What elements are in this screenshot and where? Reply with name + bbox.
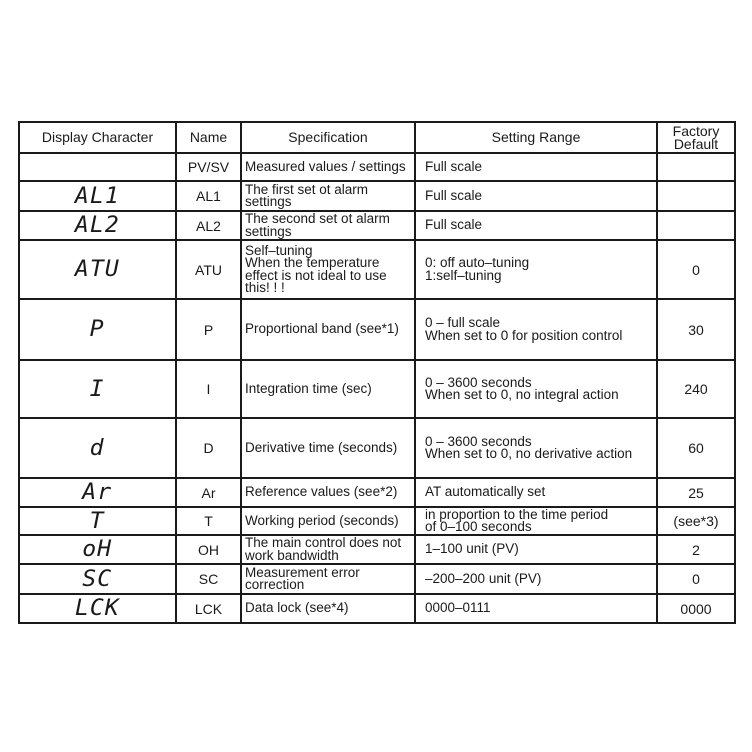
name-cell: Ar <box>176 478 241 507</box>
specification-line: Derivative time (seconds) <box>245 439 398 455</box>
factory-default-cell: 60 <box>657 418 735 478</box>
display-character-cell <box>19 564 176 594</box>
setting-range-cell <box>415 478 657 507</box>
display-character-cell <box>19 535 176 564</box>
display-character-cell <box>19 360 176 418</box>
specification-cell <box>241 564 415 594</box>
header-factory-default-line: Factory <box>672 122 720 139</box>
setting-range-line: of 0–100 seconds <box>425 519 532 534</box>
display-character-cell <box>19 594 176 623</box>
specification-cell <box>241 360 415 418</box>
name-cell: AL1 <box>176 181 241 211</box>
factory-default-cell: 2 <box>657 535 735 564</box>
segment-display-glyph: T <box>90 508 105 534</box>
specification-cell <box>241 181 415 211</box>
specification-line: work bandwidth <box>245 547 339 563</box>
setting-range-cell <box>415 153 657 181</box>
name-cell: OH <box>176 535 241 564</box>
setting-range-line: Full scale <box>425 158 483 174</box>
display-character-cell <box>19 240 176 299</box>
specification-cell <box>241 211 415 240</box>
segment-display-glyph: AL2 <box>75 213 120 238</box>
setting-range-line: 0 – full scale <box>425 315 501 330</box>
setting-range-line: When set to 0 for position control <box>425 327 623 343</box>
factory-default-cell: 25 <box>657 478 735 507</box>
name-cell: P <box>176 299 241 360</box>
header-row <box>19 122 735 153</box>
table-row <box>19 535 735 564</box>
display-character-cell <box>19 507 176 535</box>
header-factory-default <box>657 122 735 153</box>
factory-default-cell <box>657 153 735 181</box>
setting-range-line: Full scale <box>425 187 483 203</box>
specification-line: The second set ot alarm <box>245 211 390 226</box>
display-character-cell <box>19 418 176 478</box>
display-character-cell <box>19 153 176 181</box>
segment-display-glyph: I <box>90 376 105 402</box>
specification-line: settings <box>245 194 292 209</box>
segment-display-glyph: Ar <box>82 480 113 505</box>
specification-line: Measurement error <box>245 564 360 580</box>
factory-default-cell <box>657 181 735 211</box>
specification-line: Proportional band (see*1) <box>245 321 399 337</box>
name-cell: D <box>176 418 241 478</box>
table-row <box>19 564 735 594</box>
specification-cell <box>241 594 415 623</box>
name-cell: I <box>176 360 241 418</box>
factory-default-cell: 0 <box>657 240 735 299</box>
name-cell: PV/SV <box>176 153 241 181</box>
table-row <box>19 594 735 623</box>
setting-range-line: 0000–0111 <box>425 600 491 616</box>
setting-range-cell <box>415 211 657 240</box>
setting-range-line: When set to 0, no integral action <box>425 387 619 402</box>
segment-display-glyph: ATU <box>75 257 120 282</box>
name-cell: T <box>176 507 241 535</box>
table-row <box>19 181 735 211</box>
factory-default-cell: 30 <box>657 299 735 360</box>
setting-range-cell <box>415 181 657 211</box>
specification-line: Data lock (see*4) <box>245 600 349 616</box>
name-cell: ATU <box>176 240 241 299</box>
display-character-cell <box>19 478 176 507</box>
specification-line: correction <box>245 577 305 592</box>
specification-line: Measured values / settings <box>245 158 406 174</box>
specification-cell <box>241 299 415 360</box>
setting-range-cell <box>415 507 657 535</box>
setting-range-line: 1:self–tuning <box>425 267 502 283</box>
specification-line: Working period (seconds) <box>245 512 399 528</box>
specification-cell <box>241 478 415 507</box>
specification-line: Integration time (sec) <box>245 380 372 396</box>
display-character-cell <box>19 211 176 240</box>
table-row <box>19 418 735 478</box>
setting-range-cell <box>415 418 657 478</box>
table-row <box>19 153 735 181</box>
specification-cell <box>241 507 415 535</box>
header-specification: Specification <box>241 122 415 153</box>
display-character-cell <box>19 181 176 211</box>
setting-range-line: 0 – 3600 seconds <box>425 433 532 449</box>
name-cell: SC <box>176 564 241 594</box>
table-row <box>19 478 735 507</box>
specification-cell <box>241 240 415 299</box>
table-row <box>19 211 735 240</box>
name-cell: LCK <box>176 594 241 623</box>
setting-range-line: 0 – 3600 seconds <box>425 374 532 390</box>
factory-default-cell: 0 <box>657 564 735 594</box>
specification-cell <box>241 418 415 478</box>
setting-range-line: Full scale <box>425 217 483 233</box>
header-name: Name <box>176 122 241 153</box>
setting-range-cell <box>415 240 657 299</box>
specification-line: When the temperature <box>245 255 380 270</box>
setting-range-cell <box>415 594 657 623</box>
header-display-character: Display Character <box>19 122 176 153</box>
table-row <box>19 299 735 360</box>
table-row <box>19 360 735 418</box>
setting-range-line: in proportion to the time period <box>425 507 609 522</box>
factory-default-cell <box>657 211 735 240</box>
header-setting-range: Setting Range <box>415 122 657 153</box>
specification-line: Reference values (see*2) <box>245 484 398 500</box>
setting-range-cell <box>415 360 657 418</box>
segment-display-glyph: d <box>90 435 105 461</box>
specification-line: The first set ot alarm <box>245 181 369 197</box>
specification-cell <box>241 153 415 181</box>
table-row <box>19 240 735 299</box>
specification-line: The main control does not <box>245 535 402 550</box>
specification-line: Self–tuning <box>245 242 313 258</box>
specification-line: effect is not ideal to use <box>245 267 387 283</box>
setting-range-line: When set to 0, no derivative action <box>425 446 633 461</box>
specification-cell <box>241 535 415 564</box>
segment-display-glyph: SC <box>82 566 113 592</box>
factory-default-cell: 240 <box>657 360 735 418</box>
specification-line: this! ! ! <box>245 280 285 295</box>
setting-range-cell <box>415 535 657 564</box>
segment-display-glyph: AL1 <box>75 183 120 209</box>
setting-range-line: –200–200 unit (PV) <box>425 570 542 586</box>
parameter-table <box>18 121 736 624</box>
name-cell: AL2 <box>176 211 241 240</box>
factory-default-cell: 0000 <box>657 594 735 623</box>
specification-line: settings <box>245 223 292 239</box>
setting-range-line: 1–100 unit (PV) <box>425 541 519 557</box>
segment-display-glyph: oH <box>82 537 113 562</box>
setting-range-line: AT automatically set <box>425 484 546 500</box>
factory-default-cell: (see*3) <box>657 507 735 535</box>
segment-display-glyph: P <box>90 317 105 342</box>
setting-range-cell <box>415 564 657 594</box>
header-factory-default-line: Default <box>673 135 719 152</box>
setting-range-line: 0: off auto–tuning <box>425 255 530 270</box>
table-row <box>19 507 735 535</box>
segment-display-glyph: LCK <box>75 596 120 621</box>
display-character-cell <box>19 299 176 360</box>
setting-range-cell <box>415 299 657 360</box>
